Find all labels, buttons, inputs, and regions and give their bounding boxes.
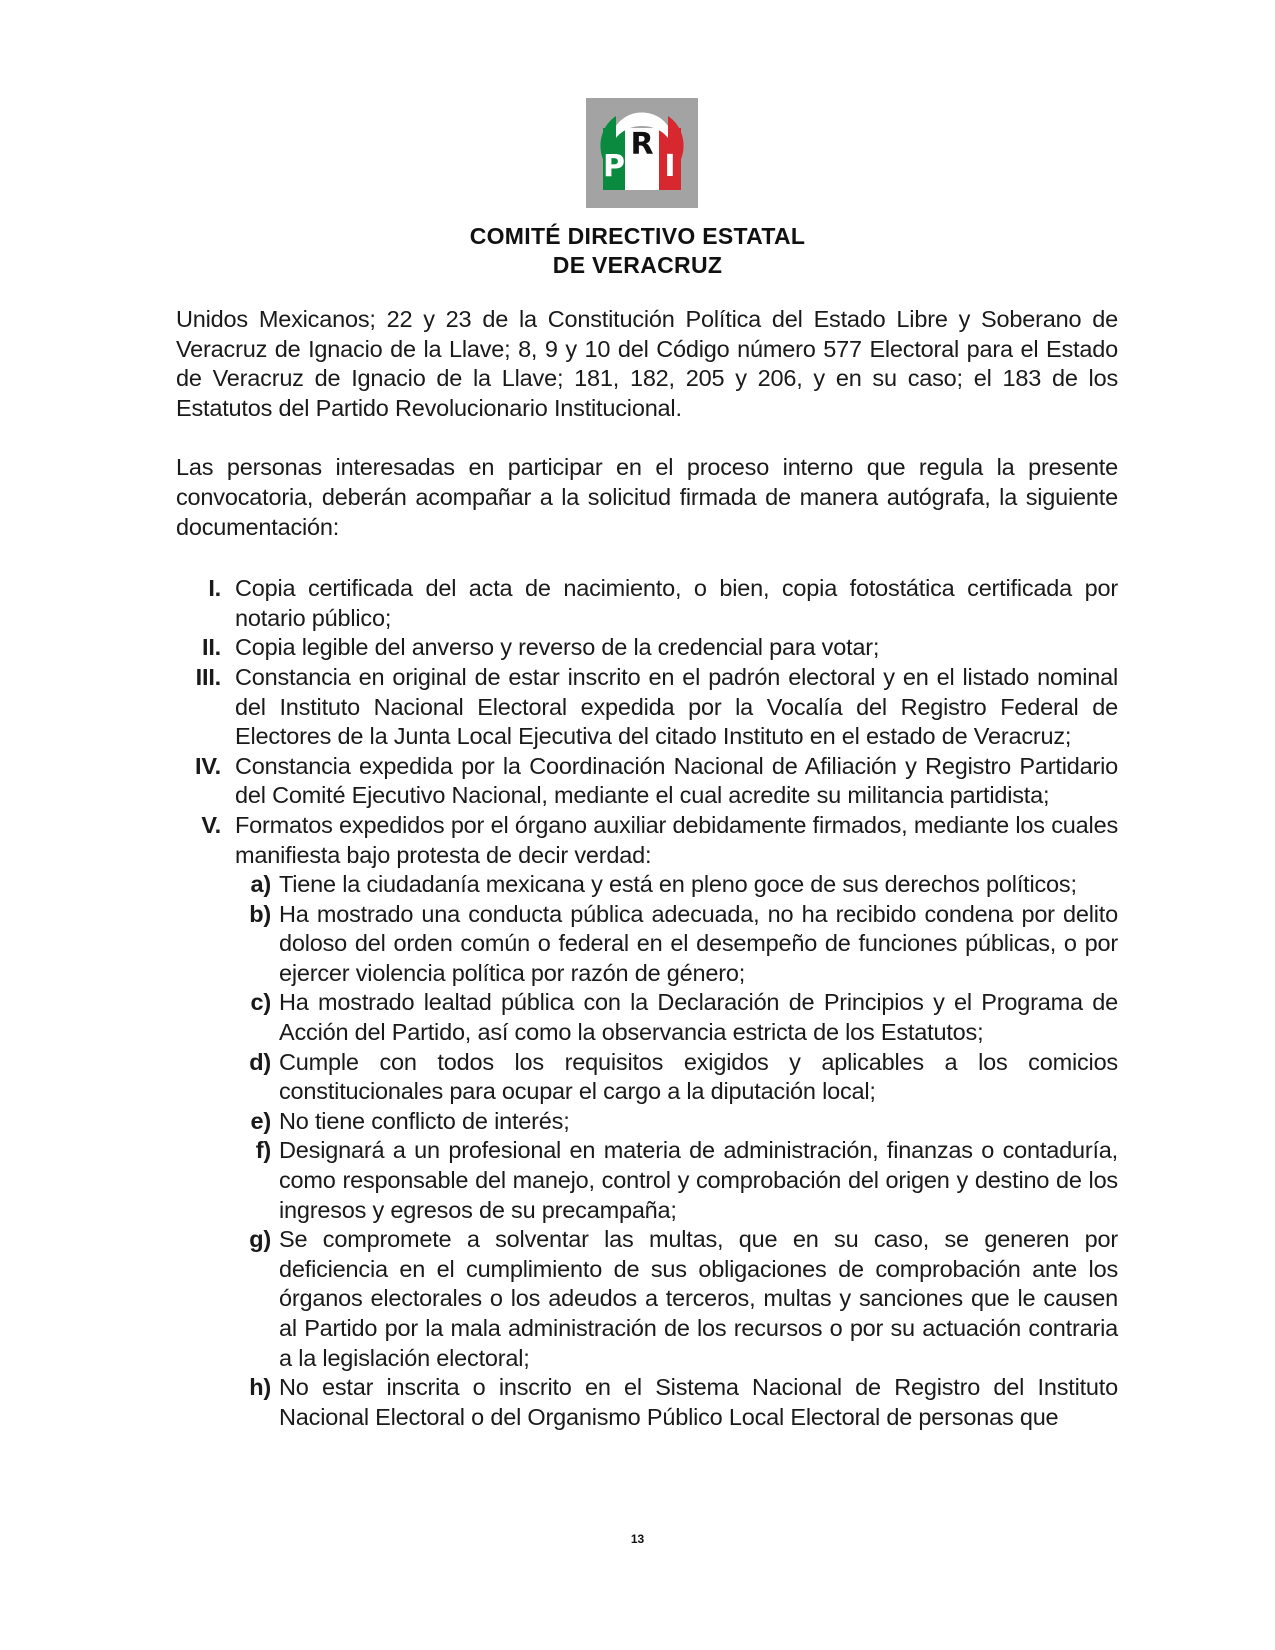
sub-item-text: Tiene la ciudadanía mexicana y está en pleno goce de sus derechos políticos; <box>279 871 1077 898</box>
paragraph-legal-references: Unidos Mexicanos; 22 y 23 de la Constitución Política del Estado Libre y Soberano de Veracruz de Ignacio de la Llave; 8, 9 y 10 del Código número 577 Electoral para el Estado de Veracruz de Ignacio de la Llave; 181, 182, 205 y 206, y en su caso; el 183 de los Estatutos del Partido Revolucionario Institucional. <box>176 306 1118 421</box>
sublist-item <box>235 1048 1118 1107</box>
requirements-list <box>176 574 1118 1432</box>
organization-title-line-2: DE VERACRUZ <box>552 252 723 278</box>
sub-item-letter: a) <box>250 871 271 898</box>
item-text: Formatos expedidos por el órgano auxiliar debidamente firmados, mediante los cuales manifiesta bajo protesta de decir verdad: <box>235 811 1118 868</box>
list-item <box>176 574 1118 633</box>
sub-item-letter: f) <box>255 1137 271 1164</box>
sublist-item <box>235 988 1118 1047</box>
document-body <box>176 305 1118 1432</box>
declarations-sublist <box>235 870 1118 1432</box>
item-number: V. <box>201 811 221 838</box>
page-number: 13 <box>630 1532 645 1546</box>
item-number: I. <box>208 575 221 602</box>
sublist-item <box>235 1225 1118 1373</box>
logo-letter-r: R <box>630 127 654 162</box>
sub-item-letter: b) <box>249 900 271 927</box>
item-text: Copia legible del anverso y reverso de la credencial para votar; <box>235 634 880 661</box>
sublist-item <box>235 1107 1118 1137</box>
sub-item-text: No tiene conflicto de interés; <box>279 1107 570 1134</box>
sub-item-text: Designará a un profesional en materia de administración, finanzas o contaduría, como responsable del manejo, control y comprobación del origen y destino de los ingresos y egresos de su precampaña; <box>279 1137 1118 1223</box>
list-item <box>176 633 1118 663</box>
item-text: Copia certificada del acta de nacimiento, o bien, copia fotostática certificada por notario público; <box>235 575 1118 631</box>
sub-item-letter: g) <box>249 1226 271 1253</box>
sub-item-text: Se compromete a solventar las multas, que en su caso, se generen por deficiencia en el cumplimiento de sus obligaciones de comprobación ante los órganos electorales o los adeudos a terceros, multas y sanciones que le causen al Partido por la mala administración de los recursos o por su actuación contraria a la legislación electoral; <box>279 1226 1118 1371</box>
sub-item-text: Ha mostrado una conducta pública adecuada, no ha recibido condena por delito doloso del orden común o federal en el desempeño de funciones públicas, o por ejercer violencia política por razón de género; <box>279 900 1118 986</box>
sub-item-text: No estar inscrita o inscrito en el Sistema Nacional de Registro del Instituto Nacional Electoral o del Organismo Público Local Electoral de personas que <box>279 1374 1118 1430</box>
sub-item-text: Ha mostrado lealtad pública con la Declaración de Principios y el Programa de Acción del Partido, así como la observancia estricta de los Estatutos; <box>279 989 1118 1046</box>
list-item <box>176 811 1118 1432</box>
sub-item-letter: c) <box>250 989 271 1016</box>
item-number: IV. <box>195 752 221 779</box>
logo-letter-p: P <box>603 149 625 184</box>
list-item <box>176 752 1118 811</box>
sub-item-letter: h) <box>249 1374 271 1401</box>
list-item <box>176 663 1118 752</box>
item-number: II. <box>202 634 221 661</box>
item-number: III. <box>195 663 221 690</box>
organization-title-line-1: COMITÉ DIRECTIVO ESTATAL <box>469 223 806 249</box>
sub-item-text: Cumple con todos los requisitos exigidos y aplicables a los comicios constitucionales para ocupar el cargo a la diputación local; <box>279 1048 1118 1105</box>
sublist-item <box>235 870 1118 900</box>
sub-item-letter: d) <box>249 1048 271 1075</box>
item-text: Constancia en original de estar inscrito en el padrón electoral y en el listado nominal del Instituto Nacional Electoral expedida por la Vocalía del Registro Federal de Electores de la Junta Local Ejecutiva del citado Instituto en el estado de Veracruz; <box>235 663 1118 750</box>
sublist-item <box>235 900 1118 989</box>
item-text: Constancia expedida por la Coordinación Nacional de Afiliación y Registro Partidario del Comité Ejecutivo Nacional, mediante el cual acredite su militancia partidista; <box>235 752 1118 809</box>
organization-title <box>0 222 1275 280</box>
sublist-item <box>235 1136 1118 1225</box>
sublist-item <box>235 1373 1118 1432</box>
sub-item-letter: e) <box>250 1107 271 1134</box>
paragraph-documentation-intro: Las personas interesadas en participar en el proceso interno que regula la presente convocatoria, deberán acompañar a la solicitud firmada de manera autógrafa, la siguiente documentación: <box>176 454 1118 540</box>
pri-logo <box>586 98 698 208</box>
logo-letter-i: I <box>664 149 676 184</box>
